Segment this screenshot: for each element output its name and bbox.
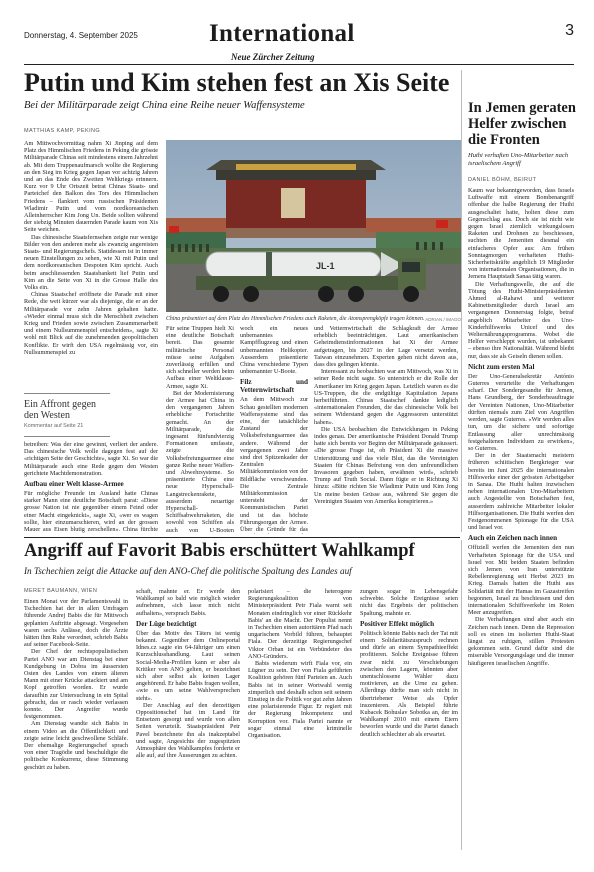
- subheading: Positiver Effekt möglich: [360, 619, 435, 628]
- paragraph: woch ein neues unbemanntes Kampfflugzeug und einen unbemannten Helikopter. Ausserdem präsentierte China verschiedene Typen unbemannter U-Boote.: [240, 325, 308, 376]
- paragraph: polarisiert – die heterogene Regierungskoalition von Ministerpräsident Petr Fiala warnt seit Monaten eindringlich vor einer Rückkehr Babis' an die Macht. Der Populist nennt in Tschechien einen autoritären Pfad nach ungarischem Vorbild führen, behauptet Fiala. Der derzeitige Regierungschef Viktor Orban ist ein Verbündeter des ANO-Gründers.: [248, 588, 352, 660]
- paragraph: Für mögliche Freunde im Ausland hatte Chinas starker Mann eine deutliche Botschaft parat: «Diese grosse Nation ist nie gegenüber einem Feind oder einer Macht eingeknickt», sagte Xi, «wer es wagen sollte, hier einzumarschieren, wird an der grossen Mauer aus Eisen blutig zerschellen». China fürchte: [24, 490, 158, 533]
- lead-headline: Putin und Kim stehen fest an Xis Seite: [24, 68, 450, 97]
- paragraph: schaft, mahnte er. Er werde den Wahlkampf so bald wie möglich wieder aufnehmen, «ich lasse mich nicht aufhalten», versprach Babis.: [136, 588, 240, 617]
- subheading: Auch ein Zeichen nach innen: [468, 534, 558, 543]
- lead-column-1-top: [24, 140, 158, 388]
- paragraph: Über das Motiv des Täters ist wenig bekannt. Gegenüber dem Onlineportal Idnes.cz sagte ein 64-Jähriger um einen Kurzschlusshandlung. Laut seinen Social-Media-Profilen kann er aber als Kritiker von ANO gelten, er bezeichnet sich aber selbst als keinen Lager angehörend. Er habe Babis fragen wollen, «wie es um seine Wahlversprechen steht».: [136, 629, 240, 702]
- section-title: International: [209, 20, 355, 47]
- lead-column-1-bottom: [24, 441, 158, 533]
- photo-caption: China präsentiert auf dem Platz des Himmlischen Friedens auch Raketen, die Atomsprengköpfe tragen können.: [166, 316, 425, 322]
- second-headline: Angriff auf Favorit Babis erschüttert Wahlkampf: [24, 541, 415, 561]
- paragraph: Der in der Staatsmacht meistern früheren schiitischen Bergkrieger war bereits im Juni 2025 die internationalen Hilfswerke einer der grössten Arbeitgeber in Sanaa. Die Huthi halten inzwischen neben internationalen Uno-Mitarbeitern auch Angestellte von Botschaften fest, ausserdem zahlreiche Mitarbeiter lokaler Hilfsorganisationen. Die Huthi werfen den Festgenommenen Spionage für die USA und Israel vor.: [468, 452, 574, 532]
- subheading: Aufbau einer Welt klasse-Armee: [24, 480, 124, 489]
- column-divider: [461, 70, 462, 532]
- subheading: Nicht zum ersten Mal: [468, 362, 535, 371]
- photo-credit: ADRIAN / IMAGO: [425, 317, 461, 322]
- second-subtitle: In Tschechien zeigt die Attacke auf den ANO-Chef die politische Spaltung des Landes auf: [24, 566, 352, 576]
- paragraph: und Vetternwirtschaft die Schlagkraft der Armee erheblich beeinträchtigen. Laut amerikanischen Geheimdienstinformationen hat Xi der Armee aufgetragen, bis 2027 in der Lage versetzt werden, Taiwan einzunehmen. Experten gehen nicht davon aus, dass dies gelingen könnte.: [314, 325, 458, 369]
- paragraph: Für seine Truppen hielt Xi eine deutliche Botschaft bereit. Das gesamte militärische Personal müsse seine Aufgaben zuverlässig erfüllen und sich schneller werden beim Aufbau einer Weltklasse-Armee, sagte Xi.: [166, 325, 234, 390]
- parade-illustration: [166, 140, 461, 312]
- paragraph: Einen Monat vor der Parlamentswahl in Tschechien hat der in allen Umfragen führende Andrej Babis die für Mittwoch geplanten Auftritte abgesagt. Vorgesehen waren sechs Anlässe, doch die Ärzte hätten ihm Ruhe verordnet, schrieb Babis auf seiner Facebook-Seite.: [24, 598, 128, 649]
- header-rule: [24, 64, 574, 65]
- page-header: [24, 20, 574, 64]
- side-byline: DANIEL BÖHM, BEIRUT: [468, 177, 537, 183]
- lead-subtitle: Bei der Militärparade zeigt China eine Reihe neuer Waffensysteme: [24, 100, 305, 111]
- paragraph: Politisch könnte Babis nach der Tat mit einem Solidaritätszuspruch rechnen und dürfe an einem Sympathieeffekt profitieren. Solche Ereignisse führen zwar nicht zu Verschiebungen zwischen den Lagern, könnten aber unentschlossene Wähler dazu motivieren, an die Urne zu gehen. Allerdings dürfte man sich nicht in übertriebener Weise als Opfer inszenieren. Als Beispiel führte Kubacek Bohuslav Sobotka an, der im Wahlkampf 2010 mit einem Eiern beworfen wurde und die Partei danach deutlich schlechter ab als erwartet.: [360, 629, 458, 738]
- teaser-kicker: Kommentar auf Seite 21: [24, 423, 84, 429]
- second-byline: MERET BAUMANN, WIEN: [24, 588, 98, 594]
- second-column-4: [360, 588, 458, 850]
- paragraph: Das chinesische Staatsfernsehen zeigte nur wenige Bilder von den anderen mehr als zwanzig angereisten Staats- und Regierungschefs. Stattdessen ist in immer neuen Einstellungen zu sehen, wie Xi mit Putin und dem nordkoreanischen Despoten Kim spricht. Auch beim anschliessenden Staatsbankett lief Putin und Kim an die Seite von Xi in die Grosse Halle des Volks ein.: [24, 233, 158, 292]
- lead-column-2: [166, 325, 234, 534]
- side-headline: In Jemen geraten Helfer zwischen die Fronten: [468, 100, 576, 148]
- subheading: Filz und Vetternwirtschaft: [240, 378, 308, 395]
- paragraph: Babis wiederum wirft Fiala vor, ein Lügner zu sein. Der von Fiala geführten Koalition gehören fünf Parteien an. Auch Babis ist in seiner Wortwahl wenig zimperlich und deshalb schon seit seinem Einstieg in die Politik vor gut zehn Jahren eine polarisierende Figur. Er regiert mit der Regierung Inkompetenz und Korruption vor. Fiala Partei nannte er sogar einmal eine kriminelle Organisation.: [248, 660, 352, 740]
- parade-photo: [166, 140, 461, 312]
- paragraph: Der Uno-Generalsekretär António Guterres verurteilte die Verhaftungen scharf. Der Sondergesandte für Jemen, Hans Grundberg, der Sonderbeauftragte der Vereinten Nationen, Uno-Mitarbeiter dürften niemals zum Ziel von Angriffen werden, sagte Guterres. «Wir werden alles tun, um die sichere und sofortige Entlassung aller unrechtmässig festgehaltenen Individuen zu erwirken», so Guterres.: [468, 372, 574, 452]
- missile-label: JL-1: [316, 261, 335, 271]
- subheading: Der Lüge bezichtigt: [136, 619, 197, 628]
- teaser-title: Ein Affront gegen den Westen: [24, 399, 97, 421]
- paragraph: Die USA beobachten die Entwicklungen in Peking indes genau. Der amerikanische Präsident Donald Trump hatte sich bereits vor Beginn der Militärparade geäussert. «Die grosse Frage ist, ob Präsident Xi die massive Unterstützung und das viele Blut, das die Vereinigten Staaten für Chinas Befreiung von den unfreundlichen Invasoren gegeben haben, erwähnen wird», schrieb Trump auf Truth Social. Dann fügte er in Richtung Xi hinzu: «Bitte richten Sie Wladimir Putin und Kim Jong Un meine besten Grüsse aus, während Sie gegen die Vereinigten Staaten von Amerika konspirieren.»: [314, 425, 458, 505]
- paragraph: Der Chef der rechtspopulistischen Partei ANO war am Dienstag bei einer Kundgebung in Dobra im äussersten Osten des Landes von einem älteren Mann mit einer Krücke attackiert und am Kopf getroffen worden. Er wurde daraufhin zur Untersuchung in ein Spital gebracht, das er rasch wieder verlassen konnte. Der Angreifer wurde festgenommen.: [24, 648, 128, 721]
- page-number: 3: [565, 22, 574, 39]
- lead-column-3: [240, 325, 308, 534]
- paragraph: betreiben: Was der eine gewinnt, verliert der andere. Das chinesische Volk wolle dagegen fest auf der «richtigen Seite der Geschichte», sagte Xi. So war die Militärparade auch eine Rede gegen den Westen gerichtete Machtdemonstration.: [24, 441, 158, 477]
- newspaper-name: Neue Zürcher Zeitung: [231, 52, 315, 62]
- paragraph: zungen sogar in Lebensgefahr schwebte. Solche Ereignisse seien nicht das Ergebnis der politischen Spaltung, mahnte er.: [360, 588, 458, 617]
- lead-column-4-body: [314, 325, 458, 534]
- article-rule: [24, 537, 460, 538]
- column-divider: [461, 540, 462, 850]
- paragraph: Der Anschlag auf den derzeitigen Oppositionschef hat im Land für Entsetzen gesorgt und wurde von allen Seiten verurteilt. Staatspräsident Petr Pavel bezeichnete ihn als inakzeptabel und sagte, Angesichts der zugespitzten Atmosphäre des Wahlkampfes forderte er alle auf, auf ihre Äusserungen zu achten.: [136, 701, 240, 760]
- side-column: [468, 187, 574, 845]
- paragraph: Kaum war bekanntgeworden, dass Israels Luftwaffe mit einem Bombenangriff offenbar die halbe Regierung der Huthi ausgeschaltet hatte, holten diese zum Gegenschlag aus. Doch sie ist nicht wie gegen Israel ziemlich wirkungslosen Raketen und Drohnen zu beschiessen, suchten die Jemeniten diesmal ein einfacheres Opfer aus: Am frühen Sonntagmorgen verhafteten Huthi-Sicherheitskräfte angeblich 19 Mitglieder von internationalen Organisationen, die in Jemens Hauptstadt Sanaa tätig waren.: [468, 187, 574, 281]
- paragraph: Offiziell werfen die Jemeniten den nun Verhafteten Spionage für die USA und Israel vor. Mit beiden Staaten befinden sich Jemen von Iran unterstützte Rebellenregierung seit Herbst 2023 im Krieg. Damals hatten die Huthi aus Solidarität mit der Hamas im Gazastreifen begonnen, Israel zu beschiessen und den internationalen Schiffsverkehr im Roten Meer anzugreifen.: [468, 544, 574, 617]
- paragraph: Interessant zu beobachten war am Mittwoch, was Xi in seiner Rede nicht sagte. So unterstrich er die Rolle der Amerikaner im Krieg gegen Japan. Letztlich waren es die US-Truppen, die die endgültige Kapitulation Japans herbeiführten. Chinas Staatschef dankte lediglich «internationalen Freunden, die das chinesische Volk bei seinem Widerstand gegen die Aggressoren unterstützt haben».: [314, 368, 458, 426]
- paragraph: Die Verhaftungen sind aber auch ein Zeichen nach innen. Denn die Repression soll es einen im isolierten Huthi-Staat längst zu ruhigen, stillen Protesten gekommen sein. Grund dafür sind die miserable Versorgungslage und die immer häufigeren israelischen Angriffe.: [468, 616, 574, 667]
- paragraph: Die Verhaftungswelle, die auf die Tötung des Huthi-Ministerpräsidenten Ahmed al-Rahawi und weiterer Kabinettsmitglieder durch Israel am vergangenen Donnerstag folgte, betraf angeblich Mitarbeiter des Uno-Kinderhilfswerks Unicef und des Welternährungsprogramms. Wobei die Helfer verschleppt wurden, ist unbekannt – ebenso ihre Nationalität. Während bleibt nur, dass sie als Geiseln dienen sollen.: [468, 280, 574, 360]
- comment-teaser[interactable]: [24, 393, 110, 437]
- paragraph: Am Mittwochvormittag nahm Xi Jinping auf dem Platz des Himmlischen Friedens in Peking die grösste Militärparade Chinas seit mindestens einem Jahrzehnt ab. Mit dem Truppenaufmarsch wollte die Regierung an den Sieg im Krieg gegen Japan vor achtzig Jahren und an das Ende des Zweiten Weltkriegs erinnern. Kurz vor 9 Uhr Ortszeit betrat Chinas Staats- und Parteichef den Balkon des Tors des Himmlischen Friedens – flankiert vom russischen Präsidenten Wladimir Putin und vom nordkoreanischen Alleinherrscher Kim Jong Un. Beide sollten während der siebzig Minuten dauernden Parade kaum von Xis Seite weichen.: [24, 140, 158, 234]
- second-column-2: [136, 588, 240, 850]
- lead-byline: MATTHIAS KAMP, PEKING: [24, 128, 101, 134]
- issue-date: Donnerstag, 4. September 2025: [24, 31, 138, 40]
- paragraph: Am Dienstag wandte sich Babis in einem Video an die Öffentlichkeit und zeigte seine leicht geschwollene Schläfe. Der ehemalige Regierungschef sprach von einer Tragödie und beschuldigte die politische Konkurrenz, diese Stimmung geschürt zu haben.: [24, 720, 128, 771]
- side-subtitle: Huthi verhaften Uno-Mitarbeiter nach israelischem Angriff: [468, 152, 569, 167]
- paragraph: Bei der Modernisierung der Armee hat China in den vergangenen Jahren erhebliche Fortschritte gemacht. An der Militärparade, die ingesamt fünfundvierzig Formationen umfasste, zeigte die Volksbefreiungsarmee eine ganze Reihe neuer Waffen- und Abwehrsysteme. So präsentierte China eine neue Hyperschall-Langstreckenrakete, ausserdem neuartige Hyperschall-Schiffsabwehrraketen, die sowohl von Schiffen als auch von U-Booten: [166, 389, 234, 534]
- second-column-3: [248, 588, 352, 850]
- second-column-1: [24, 598, 128, 850]
- paragraph: Chinas Staatschef eröffnete die Parade mit einer Rede, die weit kürzer war als diejenige, die er an der Militärparade vor zehn Jahren gehalten hatte. «Wieder einmal muss sich die Menschheit zwischen Krieg und Frieden sowie zwischen Zusammenarbeit und einem Nullsummenspiel entscheiden», sagte Xi wohl mit Blick auf die zunehmenden geopolitischen Konflikte. Er wirft den USA regelmässig vor, ein Nullsummenspiel zu: [24, 291, 158, 356]
- paragraph: An dem Mittwoch zur Schau gestellten modernen Waffensysteme sind das eine, der tatsächliche Zustand der Volksbefreiungsarmee das andere. Während der vergangenen zwei Jahre sind drei Spitzenkader der Zentralen Militärkommission von der Bildfläche verschwunden. Die Zentrale Militärkommission untersteht der Kommunistischen Partei und ist das höchste Führungsorgan der Armee. Über die Gründe für das: [240, 396, 308, 534]
